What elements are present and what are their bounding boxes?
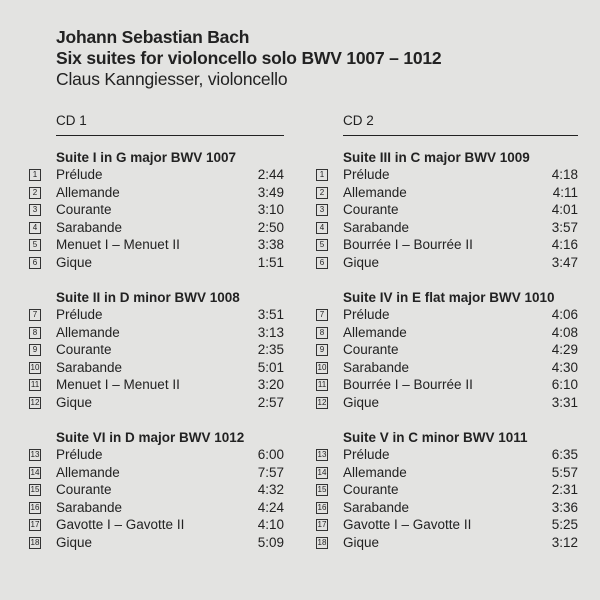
track-number-box: 5 xyxy=(29,239,41,251)
track-duration: 4:29 xyxy=(551,342,578,358)
track-name: Bourrée I – Bourrée II xyxy=(343,377,473,393)
track-row xyxy=(319,166,578,184)
track-name: Sarabande xyxy=(56,499,123,515)
track-duration: 4:32 xyxy=(257,482,284,498)
track-row xyxy=(32,306,284,324)
track-duration: 6:00 xyxy=(257,447,284,462)
track-duration: 4:24 xyxy=(257,499,284,515)
track-number-box: 11 xyxy=(317,380,327,390)
track-duration: 4:11 xyxy=(552,184,578,200)
suite-title: Suite II in D minor BWV 1008 xyxy=(56,290,240,305)
track-row xyxy=(32,219,284,237)
track-duration: 2:57 xyxy=(257,394,284,410)
track-row xyxy=(32,184,284,202)
suite-block xyxy=(317,290,578,412)
track-number-box: 18 xyxy=(317,537,327,547)
track-row xyxy=(317,359,578,377)
track-duration: 3:49 xyxy=(257,184,284,200)
track-number-box: 10 xyxy=(30,362,40,372)
track-row xyxy=(30,499,284,517)
work-title: Six suites for violoncello solo BWV 1007 – 1012 xyxy=(56,48,442,68)
track-duration: 3:31 xyxy=(551,394,578,410)
track-number-box: 17 xyxy=(30,520,40,530)
track-number-box: 7 xyxy=(29,309,41,321)
track-duration: 3:13 xyxy=(257,324,284,340)
track-name: Prélude xyxy=(56,307,103,322)
track-duration: 4:10 xyxy=(257,517,284,533)
suite-block xyxy=(317,430,578,552)
track-row xyxy=(317,481,578,499)
suite-title: Suite V in C minor BWV 1011 xyxy=(343,430,528,445)
performer-credit: Claus Kanngiesser, violoncello xyxy=(56,69,288,89)
track-row xyxy=(319,324,578,342)
track-name: Allemande xyxy=(343,324,407,340)
suite-block xyxy=(32,150,284,272)
track-duration: 6:35 xyxy=(551,447,578,462)
track-row xyxy=(319,341,578,359)
track-name: Prélude xyxy=(343,307,390,322)
track-duration: 3:57 xyxy=(551,219,578,235)
track-name: Bourrée I – Bourrée II xyxy=(343,237,473,253)
track-name: Gique xyxy=(343,394,380,410)
track-duration: 4:18 xyxy=(551,167,578,182)
suite-block xyxy=(319,150,578,272)
track-row xyxy=(32,324,284,342)
track-name: Gique xyxy=(343,534,380,550)
track-row xyxy=(317,394,578,412)
track-number-box: 2 xyxy=(316,187,328,199)
track-number-box: 9 xyxy=(316,344,328,356)
track-row xyxy=(30,394,284,412)
cd-label: CD 1 xyxy=(56,113,284,136)
track-duration: 3:51 xyxy=(257,307,284,322)
track-name: Gique xyxy=(56,254,93,270)
track-number-box: 6 xyxy=(316,257,328,269)
track-row xyxy=(32,254,284,272)
track-row xyxy=(30,446,284,464)
track-duration: 2:44 xyxy=(257,167,284,182)
track-number-box: 6 xyxy=(29,257,41,269)
suite-block xyxy=(30,290,284,412)
track-name: Sarabande xyxy=(343,219,410,235)
track-row xyxy=(32,341,284,359)
cd-2-column xyxy=(317,113,578,550)
track-number-box: 16 xyxy=(317,502,327,512)
suite-title: Suite III in C major BWV 1009 xyxy=(343,150,530,165)
suite-title: Suite I in G major BWV 1007 xyxy=(56,150,237,165)
track-number-box: 12 xyxy=(317,397,327,407)
track-name: Allemande xyxy=(343,464,407,480)
track-name: Sarabande xyxy=(343,499,410,515)
track-row xyxy=(32,201,284,219)
track-number-box: 17 xyxy=(317,520,327,530)
track-row xyxy=(319,184,578,202)
track-duration: 5:57 xyxy=(551,464,578,480)
track-name: Courante xyxy=(343,202,399,218)
track-row xyxy=(317,499,578,517)
track-number-box: 8 xyxy=(29,327,41,339)
track-name: Menuet I – Menuet II xyxy=(56,237,180,253)
track-name: Prélude xyxy=(56,447,103,462)
track-number-box: 2 xyxy=(29,187,41,199)
track-row xyxy=(319,201,578,219)
track-name: Gique xyxy=(343,254,380,270)
track-duration: 5:09 xyxy=(257,534,284,550)
cd-1-column xyxy=(30,113,284,550)
suite-title: Suite IV in E flat major BWV 1010 xyxy=(343,290,555,305)
track-name: Courante xyxy=(56,482,112,498)
track-row xyxy=(32,236,284,254)
track-row xyxy=(317,516,578,534)
track-number-box: 14 xyxy=(30,467,40,477)
track-name: Menuet I – Menuet II xyxy=(56,377,180,393)
track-row xyxy=(317,534,578,552)
track-row xyxy=(30,359,284,377)
track-name: Sarabande xyxy=(56,219,123,235)
track-name: Gavotte I – Gavotte II xyxy=(56,517,185,533)
track-name: Allemande xyxy=(56,464,120,480)
track-row xyxy=(319,306,578,324)
track-name: Allemande xyxy=(56,184,120,200)
track-name: Allemande xyxy=(343,184,407,200)
track-duration: 4:30 xyxy=(551,359,578,375)
track-name: Prélude xyxy=(343,167,390,182)
track-duration: 4:08 xyxy=(551,324,578,340)
track-name: Gique xyxy=(56,534,93,550)
track-name: Prélude xyxy=(56,167,103,182)
track-name: Courante xyxy=(343,342,399,358)
track-row xyxy=(317,446,578,464)
track-number-box: 10 xyxy=(317,362,327,372)
track-name: Courante xyxy=(343,482,399,498)
track-number-box: 3 xyxy=(316,204,328,216)
track-number-box: 1 xyxy=(316,169,328,181)
track-number-box: 4 xyxy=(316,222,328,234)
track-name: Sarabande xyxy=(56,359,123,375)
track-number-box: 13 xyxy=(30,450,40,459)
track-row xyxy=(30,464,284,482)
track-row xyxy=(319,219,578,237)
track-duration: 3:10 xyxy=(257,202,284,218)
track-row xyxy=(30,481,284,499)
track-number-box: 5 xyxy=(316,239,328,251)
track-name: Gavotte I – Gavotte II xyxy=(343,517,472,533)
track-number-box: 4 xyxy=(29,222,41,234)
track-name: Courante xyxy=(56,202,112,218)
track-duration: 6:10 xyxy=(551,377,578,393)
track-name: Prélude xyxy=(343,447,390,462)
track-row xyxy=(317,376,578,394)
track-duration: 2:50 xyxy=(257,219,284,235)
track-number-box: 3 xyxy=(29,204,41,216)
track-row xyxy=(30,516,284,534)
track-duration: 4:16 xyxy=(551,237,578,253)
track-number-box: 14 xyxy=(317,467,327,477)
track-number-box: 7 xyxy=(316,309,328,321)
suite-title: Suite VI in D major BWV 1012 xyxy=(56,430,245,445)
track-number-box: 12 xyxy=(30,397,40,407)
track-name: Courante xyxy=(56,342,112,358)
track-duration: 2:31 xyxy=(551,482,578,498)
track-number-box: 15 xyxy=(30,485,40,495)
suite-block xyxy=(30,430,284,552)
track-name: Gique xyxy=(56,394,93,410)
track-duration: 5:01 xyxy=(257,359,284,375)
track-number-box: 1 xyxy=(29,169,41,181)
track-duration: 4:01 xyxy=(551,202,578,218)
track-name: Allemande xyxy=(56,324,120,340)
track-row xyxy=(30,534,284,552)
track-number-box: 18 xyxy=(30,537,40,547)
track-duration: 4:06 xyxy=(551,307,578,322)
track-row xyxy=(319,236,578,254)
track-row xyxy=(319,254,578,272)
track-duration: 2:35 xyxy=(257,342,284,358)
album-header xyxy=(56,27,441,90)
track-number-box: 8 xyxy=(316,327,328,339)
track-duration: 3:38 xyxy=(257,237,284,253)
track-row xyxy=(32,166,284,184)
track-row xyxy=(30,376,284,394)
track-name: Sarabande xyxy=(343,359,410,375)
track-duration: 5:25 xyxy=(551,517,578,533)
track-duration: 3:20 xyxy=(257,377,284,393)
track-duration: 3:36 xyxy=(551,499,578,515)
composer-name: Johann Sebastian Bach xyxy=(56,27,250,47)
track-number-box: 16 xyxy=(30,502,40,512)
track-row xyxy=(317,464,578,482)
track-duration: 1:51 xyxy=(257,254,284,270)
track-number-box: 11 xyxy=(30,380,40,390)
track-duration: 3:12 xyxy=(551,534,578,550)
track-duration: 3:47 xyxy=(551,254,578,270)
track-number-box: 9 xyxy=(29,344,41,356)
cd-label: CD 2 xyxy=(343,113,578,136)
track-duration: 7:57 xyxy=(257,464,284,480)
track-number-box: 15 xyxy=(317,485,327,495)
track-number-box: 13 xyxy=(317,450,327,459)
